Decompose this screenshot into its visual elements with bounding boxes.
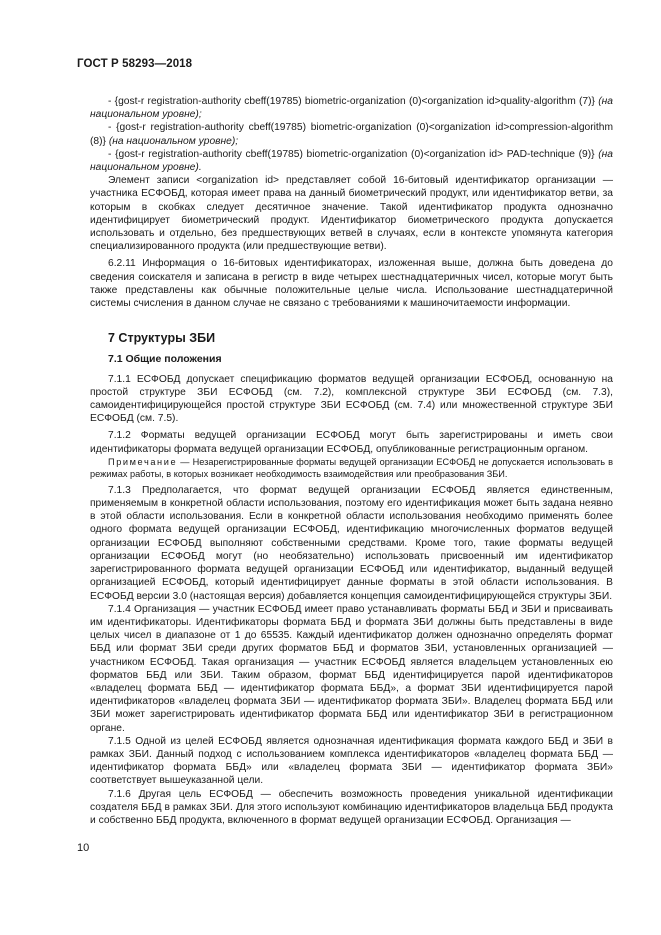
document-body (90, 95, 613, 827)
note-label: Примечание (108, 456, 178, 467)
paragraph: 7.1.4 Организация — участник ЕСФОБД имеет право устанавливать форматы ББД и ЗБИ и присваивать им идентификаторы. Идентификаторы формата ББД и формата ЗБИ должны быть представлены в виде целых чисел в диапазоне от 1 до 65535. Каждый идентификатор должен однозначно определять формат ББД или формат ЗБИ среди других форматов ББД и форматов ЗБИ, установленных организацией — участником ЕСФОБД. Такая организация — участник ЕСФОБД является владельцем установленных ею форматов ББД или ЗБИ. Таким образом, формат ББД идентифицируется парой идентификаторов «владелец формата ББД — идентификатор формата ББД», а формат ЗБИ идентифицируется парой идентификаторов «владелец формата ЗБИ — идентификатор формата ЗБИ». Владелец формата ББД или ЗБИ может зарегистрировать идентификатор формата ББД или идентификатор ЗБИ в регистрационном органе. (90, 603, 613, 734)
paragraph: Элемент записи <organization id> представляет собой 16-битовый идентификатор организации — участника ЕСФОБД, которая имеет права на данный биометрический продукт, или идентификатор ветви, за которым в скобках следует десятичное значение. Такой идентификатор продукта однозначно идентифицирует биометрический продукт. Идентификатор биометрического продукта допускается использовать и отдельно, без предшествующих ветвей в случаях, если в контексте упомянута категория специализированного продукта (или предшествующие ветви). (90, 175, 613, 253)
paragraph: 7.1.6 Другая цель ЕСФОБД — обеспечить возможность проведения уникальной идентификации создателя ББД в рамках ЗБИ. Для этого используют комбинацию идентификаторов владельца ББД продукта и собственно ББД продукта, включенного в формат ведущей организации ЕСФОБД. Организация — (90, 788, 613, 826)
section-title: 7 Структуры ЗБИ (108, 331, 216, 346)
paragraph: 6.2.11 Информация о 16-битовых идентификаторах, изложенная выше, должна быть доведена до сведения соискателя и записана в регистр в виде четырех шестнадцатеричных чисел, которые могут быть также представлены как обычные положительные целые числа. Использование шестнадцатеричной системы счисления в данном случае не связано с требованиями к машиночитаемости информации. (90, 258, 613, 310)
list-item-note: (на национальном уровне); (90, 96, 613, 121)
note (90, 456, 613, 480)
list-item-note: (на национальном уровне). (90, 148, 613, 174)
standard-header: ГОСТ Р 58293—2018 (77, 58, 193, 70)
list-item-note: (на национальном уровне); (108, 135, 239, 147)
page-number: 10 (77, 842, 90, 854)
list-item: - {gost-r registration-authority cbeff(19785) biometric-organization (0)<organization id>compression-algorithm (8)} (на национальном уровне); (90, 122, 613, 147)
paragraph: 7.1.5 Одной из целей ЕСФОБД является однозначная идентификация формата каждого ББД и ЗБИ в рамках ЗБИ. Данный подход с использованием комплекса идентификаторов «владелец формата ББД — идентификатор формата ББД» или «владелец формата ЗБИ — идентификатор формата ЗБИ» соответствует вышеуказанной цели. (90, 735, 613, 787)
list-item: - {gost-r registration-authority cbeff(19785) biometric-organization (0)<organization id>quality-algorithm (7)} (на национальном уровне); (90, 96, 613, 121)
subsection-title: 7.1 Общие положения (108, 353, 222, 366)
note-text: — Незарегистрированные форматы ведущей организации ЕСФОБД не допускается использовать в режимах работы, в которых возникает необходимость взаимодействия или преобразования ЗБИ. (90, 456, 613, 479)
list-item: - {gost-r registration-authority cbeff(19785) biometric-organization (0)<organization id> PAD-technique (9)} (на национальном уровне). (90, 148, 613, 174)
paragraph: 7.1.1 ЕСФОБД допускает спецификацию форматов ведущей организации ЕСФОБД, основанную на простой структуре ЗБИ ЕСФОБД (см. 7.2), комплексной структуре ЗБИ ЕСФОБД (см. 7.3), самоидентифицирующейся простой структуре ЗБИ ЕСФОБД (см. 7.4) или множественной структуре ЗБИ ЕСФОБД (см. 7.5). (90, 373, 613, 425)
paragraph: 7.1.2 Форматы ведущей организации ЕСФОБД могут быть зарегистрированы и иметь свои идентификаторы формата ведущей организации ЕСФОБД, опубликованные регистрационным органом. (90, 430, 613, 455)
paragraph: 7.1.3 Предполагается, что формат ведущей организации ЕСФОБД является единственным, применяемым в конкретной области использования, поэтому его идентификация может быть задана неявно в этой области использования. Если в конкретной области использования необходимо применять более одного формата ведущей организации ЕСФОБД, идентификацию многочисленных форматов ведущей организации ЕСФОБД выполняют собственными средствами. Кроме того, такие форматы ведущей организации ЕСФОБД могут (но необязательно) использовать присвоенный им идентификатор зарегистрированного формата ведущей организации ЕСФОБД или идентификатор, выданный ведущей организацией ЕСФОБД, который идентифицирует данные форматы в этой области использования. В ЕСФОБД версии 3.0 (настоящая версия) добавляется концепция самоидентифицирующейся структуры ЗБИ. (90, 484, 613, 602)
